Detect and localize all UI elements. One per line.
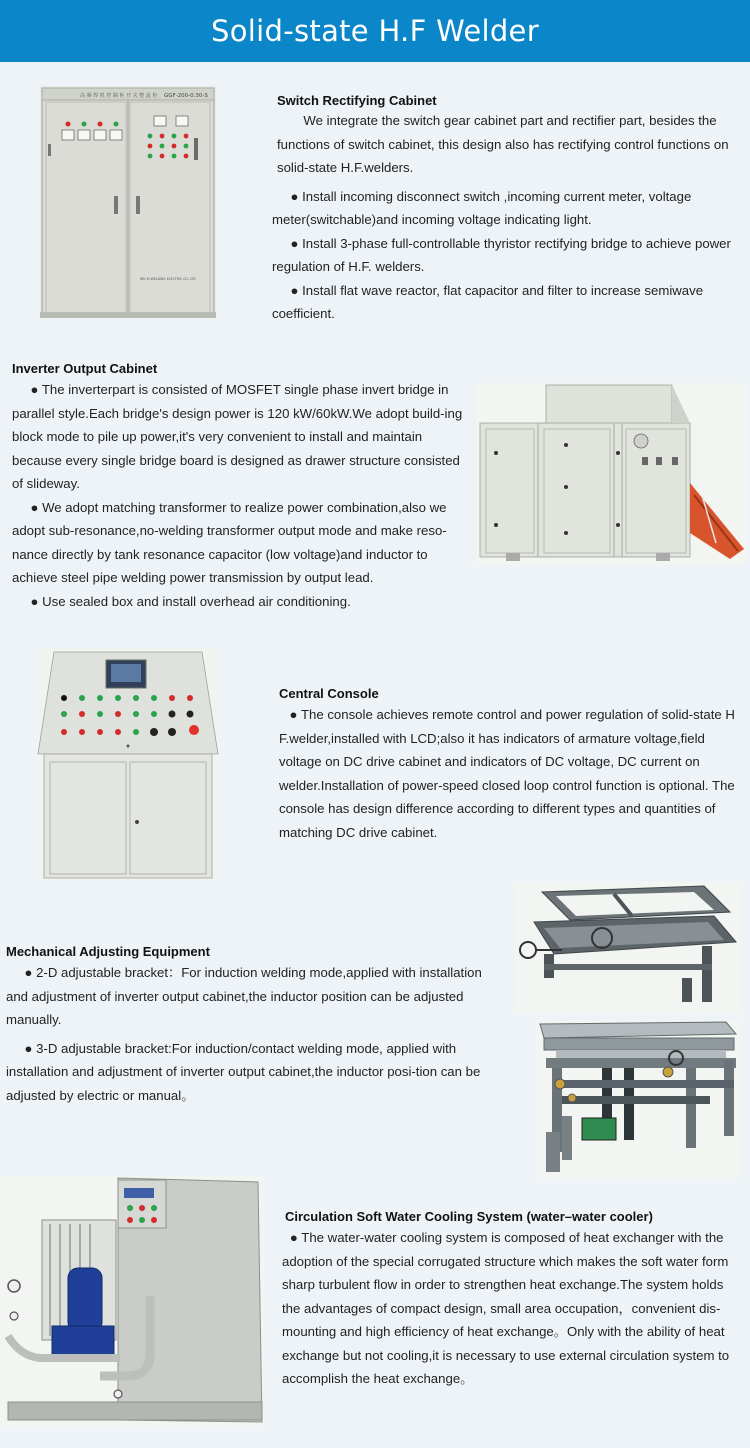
switch-cabinet-image [40,86,216,318]
bullet-item: ● Use sealed box and install overhead air conditioning. [30,593,351,609]
section-title: Circulation Soft Water Cooling System (water–water cooler) [285,1209,653,1224]
bullet-item: ● The console achieves remote control and power regulation of solid-state H F.welder,installed with LCD;also it has indicators of armature voltage,field voltage on DC drive cabinet and indicators of DC voltage, DC current on welder.Installation of power-speed closed loop control function is optional. The console has design difference according to different types and quantities of matching DC drive cabinet. [279,707,735,840]
page-title: Solid-state H.F Welder [211,14,539,48]
central-console-section [279,686,737,844]
section-title: Inverter Output Cabinet [12,361,158,376]
bullet-item: ● Install incoming disconnect switch ,incoming current meter, voltage meter(switchable)and incoming voltage indicating light. [272,188,692,227]
bracket-2d-image [514,882,742,1014]
bullet-item: ● The inverterpart is consisted of MOSFET single phase invert bridge in parallel style.Each bridge's design power is 120 kW/60kW.We adopt build-ing block mode to pile up power,it's very convenient to install and maintain because every single bridge board is designed as drawer structure consisted of slideway. [12,382,463,491]
bullet-item: ● 2-D adjustable bracket：For induction welding mode,applied with installation and adjustment of inverter output cabinet,the inductor position can be adjusted manually. [6,965,482,1027]
bullet-item: ● 3-D adjustable bracket:For induction/contact welding mode, applied with installation and adjustment of inverter output cabinet,the inductor posi-tion can be adjusted by electric or manual。 [6,1040,481,1103]
bullet-item: ● Install flat wave reactor, flat capacitor and filter to increase semiwave coefficient. [272,282,704,321]
section-title: Central Console [279,686,379,701]
bullet-item: ● The water-water cooling system is composed of heat exchanger with the adoption of the special corrugated structure which makes the soft water form sharp turbulent flow in order to strengthen heat exchange.The system holds the advantages of compact design, small area occupation，convenient dis-mounting and high efficiency of heat exchange。Only with the ability of heat exchange but not cooling,it is necessary to use external circulation system to accomplish the heat exchange。 [282,1230,730,1386]
bracket-3d-image [536,1020,742,1178]
inverter-cabinet-section [12,361,474,613]
svg-text:高 频 焊 机 控 制 柜 开 关 整 流 柜: 高 频 焊 机 控 制 柜 开 关 整 流 柜 [80,93,158,99]
cooling-system-image [0,1176,264,1426]
section-title: Mechanical Adjusting Equipment [6,944,210,959]
switch-cabinet-section [272,93,744,326]
bullet-item: ● Install 3-phase full-controllable thyristor rectifying bridge to achieve power regulation of H.F. welders. [272,235,731,274]
title-banner [0,0,750,62]
mechanical-section [6,944,502,1107]
section-title: Switch Rectifying Cabinet [277,93,437,108]
central-console-image [36,648,220,880]
cooling-system-section [282,1209,738,1391]
bullet-item: ● We adopt matching transformer to realize power combination,also we adopt sub-resonance,no-welding transformer output mode and make reso-nance directly by tank resonance capacitor (low voltage)and inductor to achieve steel pipe welding power transmission by output lead. [12,499,447,585]
cabinet-maker-label: WU XI WELDING ELECTRIC CO.,LTD [140,277,196,281]
inverter-cabinet-image [476,383,746,565]
cabinet-model-label: GGF-200-0.30-S [164,93,208,99]
intro-paragraph: We integrate the switch gear cabinet part and rectifier part, besides the functions of switch cabinet, this design also has rectifying control functions on solid-state H.F.welders. [277,113,729,175]
